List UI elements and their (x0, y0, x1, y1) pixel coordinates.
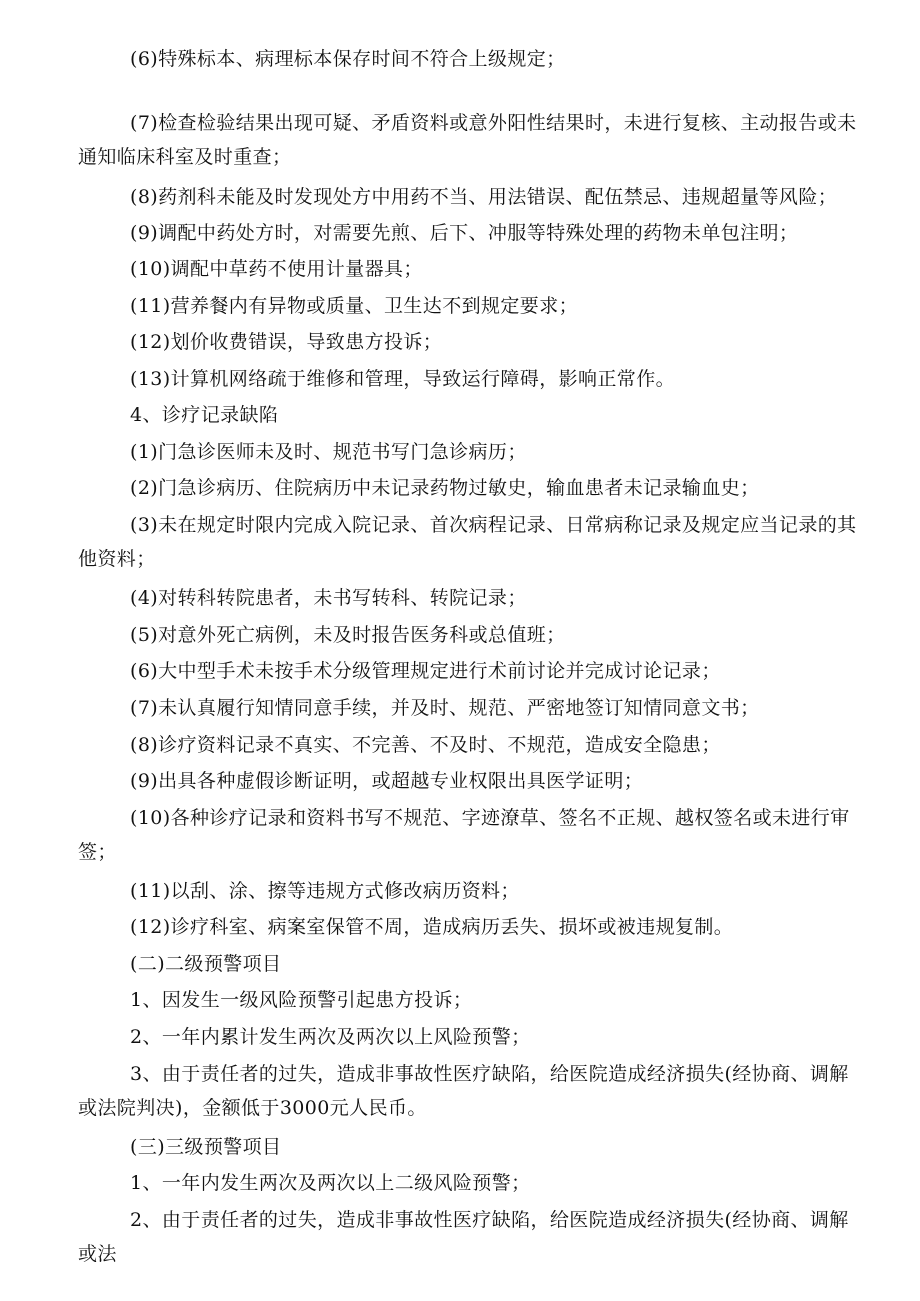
paragraph: (7)检查检验结果出现可疑、矛盾资料或意外阳性结果时，未进行复核、主动报告或未通知临床科室及时重查； (78, 112, 857, 168)
paragraph: 1、因发生一级风险预警引起患方投诉； (130, 989, 473, 1011)
paragraph: (6)特殊标本、病理标本保存时间不符合上级规定； (130, 48, 566, 70)
paragraph: (6)大中型手术未按手术分级管理规定进行术前讨论并完成讨论记录； (130, 660, 721, 682)
paragraph: (10)调配中草药不使用计量器具； (130, 258, 423, 280)
section-heading: 4、诊疗记录缺陷 (130, 404, 279, 426)
paragraph: 2、一年内累计发生两次及两次以上风险预警； (130, 1026, 531, 1048)
paragraph: (12)划价收费错误，导致患方投诉； (130, 331, 443, 353)
paragraph: (4)对转科转院患者，未书写转科、转院记录； (130, 587, 527, 609)
paragraph: 3、由于责任者的过失，造成非事故性医疗缺陷，给医院造成经济损失(经协商、调解或法院判决)，金额低于3000元人民币。 (78, 1063, 849, 1119)
paragraph: 1、一年内发生两次及两次以上二级风险预警； (130, 1172, 531, 1194)
paragraph: (11)以刮、涂、擦等违规方式修改病历资料； (130, 880, 520, 902)
paragraph: (8)诊疗资料记录不真实、不完善、不及时、不规范，造成安全隐患； (130, 734, 721, 756)
paragraph: (9)调配中药处方时，对需要先煎、后下、冲服等特殊处理的药物未单包注明； (130, 222, 799, 244)
section-heading: (二)二级预警项目 (130, 953, 282, 975)
paragraph: (13)计算机网络疏于维修和管理，导致运行障碍，影响正常作。 (130, 368, 676, 390)
paragraph: (10)各种诊疗记录和资料书写不规范、字迹潦草、签名不正规、越权签名或未进行审签； (78, 807, 850, 863)
paragraph: (2)门急诊病历、住院病历中未记录药物过敏史，输血患者未记录输血史； (130, 477, 760, 499)
section-heading: (三)三级预警项目 (130, 1136, 282, 1158)
paragraph: (8)药剂科未能及时发现处方中用药不当、用法错误、配伍禁忌、违规超量等风险； (130, 186, 838, 208)
paragraph: (5)对意外死亡病例，未及时报告医务科或总值班； (130, 624, 566, 646)
paragraph: (12)诊疗科室、病案室保管不周，造成病历丢失、损坏或被违规复制。 (130, 916, 734, 938)
paragraph: (7)未认真履行知情同意手续，并及时、规范、严密地签订知情同意文书； (130, 697, 760, 719)
paragraph: 2、由于责任者的过失，造成非事故性医疗缺陷，给医院造成经济损失(经协商、调解或法 (78, 1209, 849, 1265)
paragraph: (3)未在规定时限内完成入院记录、首次病程记录、日常病称记录及规定应当记录的其他资料； (78, 514, 857, 570)
paragraph: (9)出具各种虚假诊断证明，或超越专业权限出具医学证明； (130, 770, 644, 792)
paragraph: (1)门急诊医师未及时、规范书写门急诊病历； (130, 441, 527, 463)
paragraph: (11)营养餐内有异物或质量、卫生达不到规定要求； (130, 295, 579, 317)
